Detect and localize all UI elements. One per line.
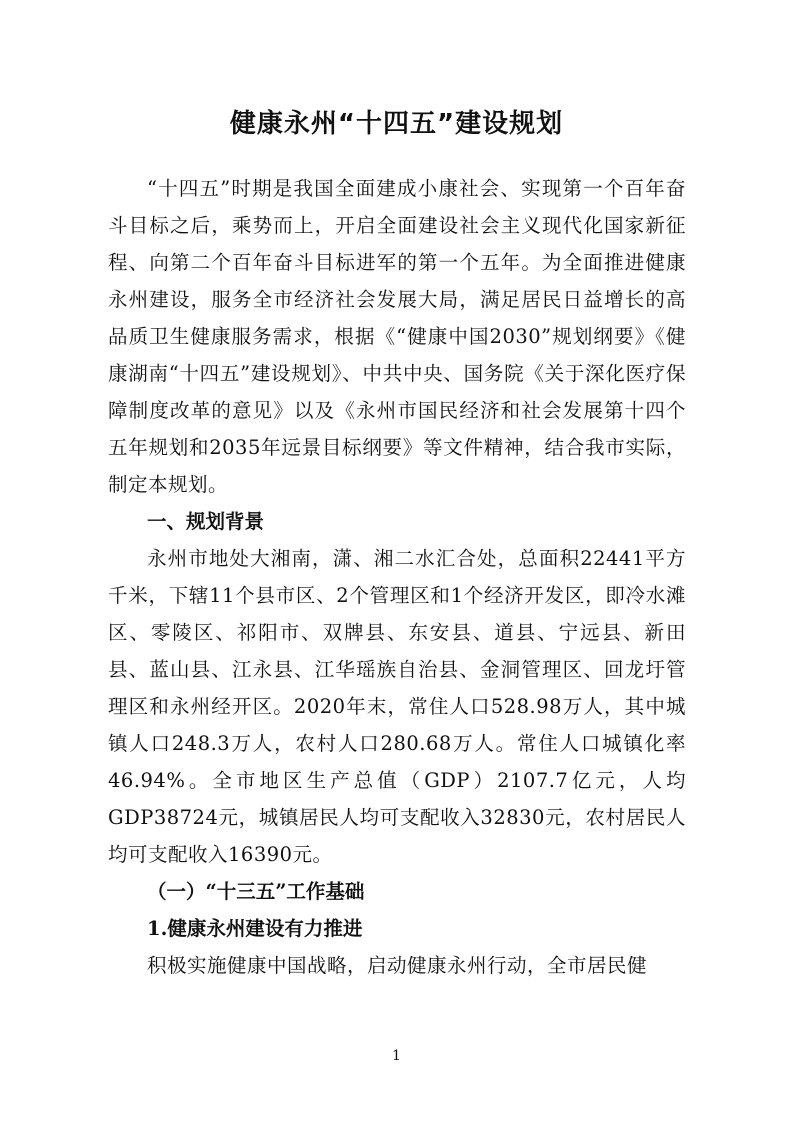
intro-paragraph: “十四五”时期是我国全面建成小康社会、实现第一个百年奋斗目标之后，乘势而上，开启全面建设社会主义现代化国家新征程、向第二个百年奋斗目标进军的第一个五年。为全面推进健康永州建设，服务全市经济社会发展大局，满足居民日益增长的高品质卫生健康服务需求，根据《“健康中国2030”规划纲要》《健康湖南“十四五”建设规划》、中共中央、国务院《关于深化医疗保障制度改革的意见》以及《永州市国民经济和社会发展第十四个五年规划和2035年远景目标纲要》等文件精神，结合我市实际，制定本规划。 — [108, 177, 686, 496]
item-paragraph: 积极实施健康中国战略，启动健康永州行动，全市居民健 — [147, 954, 648, 977]
document-body — [108, 170, 686, 984]
subsection-heading-foundation: （一）“十三五”工作基础 — [147, 880, 365, 903]
page-title: 健康永州“十四五”建设规划 — [229, 109, 564, 139]
page-number: 1 — [392, 1048, 401, 1064]
background-paragraph: 永州市地处大湘南，潇、湘二水汇合处，总面积22441平方千米，下辖11个县市区、2个管理区和1个经济开发区，即冷水滩区、零陵区、祁阳市、双牌县、东安县、道县、宁远县、新田县、蓝山县、江永县、江华瑶族自治县、金洞管理区、回龙圩管理区和永州经开区。2020年末，常住人口528.98万人，其中城镇人口248.3万人，农村人口280.68万人。常住人口城镇化率46.94%。全市地区生产总值（GDP）2107.7亿元，人均GDP38724元，城镇居民人均可支配收入32830元，农村居民人均可支配收入16390元。 — [108, 547, 686, 866]
item-heading-health-yongzhou: 1.健康永州建设有力推进 — [147, 917, 363, 940]
section-heading-background: 一、规划背景 — [147, 510, 265, 533]
